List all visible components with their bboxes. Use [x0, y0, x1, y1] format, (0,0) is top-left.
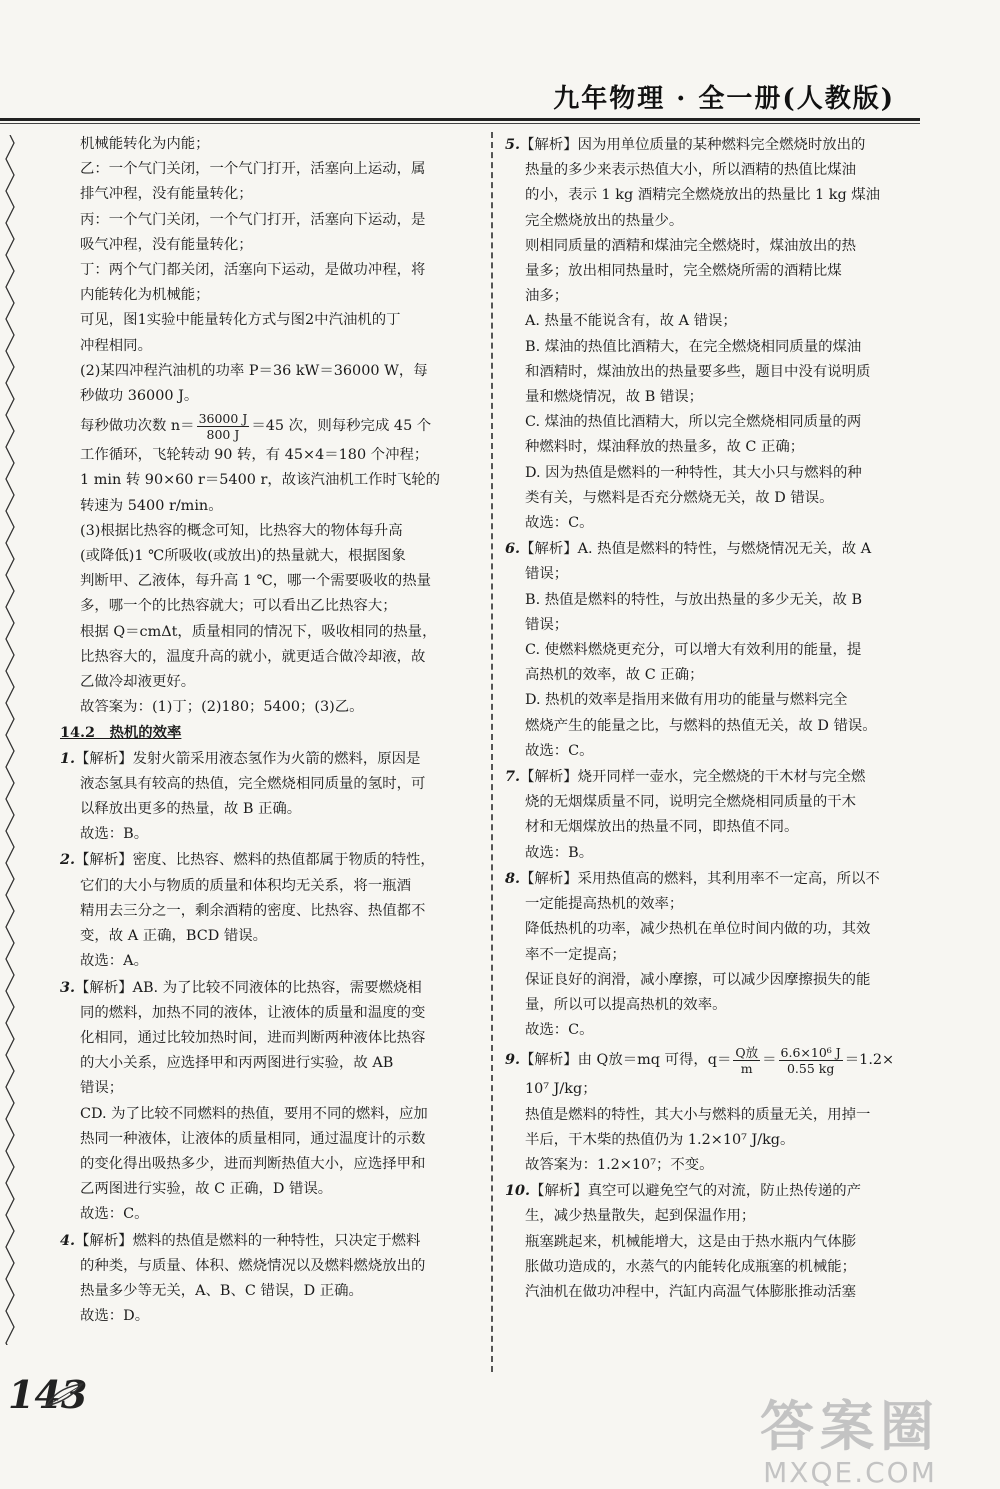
line-text: 率不一定提高；: [525, 946, 626, 963]
line-text: 高热机的效率，故 C 正确；: [525, 667, 704, 684]
text-line: [60, 1177, 470, 1202]
line-text: (或降低)1 ℃所吸收(或放出)的热量就大，根据图象: [80, 548, 406, 565]
answer-item-start: [60, 847, 470, 873]
line-text: 热值是燃料的特性，其大小与燃料的质量无关，用掉一: [525, 1106, 871, 1123]
answer-item-start: [505, 536, 905, 562]
line-text: 它们的大小与物质的质量和体积均无关系，将一瓶酒: [80, 877, 411, 894]
formula-text: 每秒做功次数 n＝: [80, 418, 195, 435]
header-rule: [0, 118, 920, 121]
line-text: 保证良好的润滑，减小摩擦，可以减少因摩擦损失的能: [525, 971, 871, 988]
text-line: [505, 714, 905, 739]
text-line: [60, 283, 470, 308]
text-line: [505, 435, 905, 460]
line-text: D. 热机的效率是指用来做有用功的能量与燃料完全: [525, 692, 848, 709]
text-line: [505, 993, 905, 1018]
text-line: [505, 209, 905, 234]
text-line: [60, 874, 470, 899]
line-text: B. 热值是燃料的特性，与放出热量的多少无关，故 B: [525, 591, 863, 608]
line-text: 故选：C。: [525, 1022, 594, 1039]
text-line: [60, 233, 470, 258]
formula-line: [505, 1043, 905, 1077]
line-text: 乙：一个气门关闭，一个气门打开，活塞向上运动，属: [80, 161, 426, 178]
left-column: [60, 132, 470, 1329]
text-line: [505, 486, 905, 511]
line-text: 则相同质量的酒精和煤油完全燃烧时，煤油放出的热: [525, 237, 856, 254]
line-text: 内能转化为机械能；: [80, 287, 210, 304]
text-line: [505, 943, 905, 968]
question-number: 6.: [505, 540, 521, 558]
text-line: [60, 1051, 470, 1076]
watermark-url: MXQE.COM: [763, 1456, 937, 1489]
line-text: 故答案为：(1)丁；(2)180；5400；(3)乙。: [80, 699, 364, 716]
text-line: [505, 1255, 905, 1280]
line-text: B. 煤油的热值比酒精大，在完全燃烧相同质量的煤油: [525, 338, 862, 355]
question-number: 2.: [60, 851, 76, 869]
answer-item-start: [60, 746, 470, 772]
line-text: 一定能提高热机的效率；: [525, 896, 684, 913]
text-line: [505, 511, 905, 536]
line-text: 故选：D。: [80, 1308, 150, 1325]
line-text: C. 使燃料燃烧更充分，可以增大有效利用的能量，提: [525, 642, 862, 659]
text-line: [505, 688, 905, 713]
text-line: [60, 494, 470, 519]
line-text: 量，所以可以提高热机的效率。: [525, 996, 727, 1013]
line-text: 油多；: [525, 288, 569, 305]
text-line: [60, 468, 470, 493]
line-text: (2)某四冲程汽油机的功率 P＝36 kW＝36000 W，每: [80, 362, 428, 379]
line-text: 种燃料时，煤油释放的热量多，故 C 正确；: [525, 439, 805, 456]
text-line: [60, 1202, 470, 1227]
question-number: 5.: [505, 136, 521, 153]
text-line: [60, 949, 470, 974]
text-line: [505, 841, 905, 866]
formula-text: 【解析】由 Q放＝mq 可得，q＝: [520, 1052, 732, 1069]
fraction-numerator: 6.6×10⁶ J: [780, 1044, 841, 1060]
line-text: 乙做冷却液更好。: [80, 674, 196, 691]
line-text: 故选：B。: [80, 826, 149, 843]
text-line: [505, 613, 905, 638]
line-text: 机械能转化为内能；: [80, 136, 210, 152]
line-text: 和酒精时，煤油放出的热量要多些，题目中没有说明质: [525, 363, 871, 380]
formula-line: [60, 409, 470, 443]
text-line: [505, 259, 905, 284]
line-text: 胀做功造成的，水蒸气的内能转化成瓶塞的机械能；: [525, 1258, 856, 1275]
fraction-denominator: 800 J: [206, 426, 240, 442]
text-line: [60, 670, 470, 695]
line-text: 燃烧产生的能量之比，与燃料的热值无关，故 D 错误。: [525, 717, 877, 734]
text-line: [505, 1280, 905, 1305]
line-text: 热量多少等无关，A、B、C 错误，D 正确。: [80, 1282, 363, 1299]
line-text: 液态氢具有较高的热值，完全燃烧相同质量的氢时，可: [80, 775, 426, 792]
fraction-numerator: Q放: [735, 1044, 759, 1060]
line-text: A. 热量不能说含有，故 A 错误；: [525, 313, 737, 330]
text-line: [60, 645, 470, 670]
line-text: 排气冲程，没有能量转化；: [80, 186, 253, 203]
line-text: 的大小关系，应选择甲和丙两图进行实验，故 AB: [80, 1055, 394, 1072]
question-number: 7.: [505, 768, 521, 786]
text-line: [505, 1103, 905, 1128]
line-text: 故选：B。: [525, 844, 594, 861]
line-text: 比热容大的，温度升高的就小，就更适合做冷却液，故: [80, 648, 426, 665]
line-text: 【解析】AB. 为了比较不同液体的比热容，需要燃烧相: [75, 979, 422, 996]
line-text: 半后，干木柴的热值仍为 1.2×10⁷ J/kg。: [525, 1131, 795, 1148]
line-text: 错误；: [80, 1080, 124, 1097]
line-text: 工作循环，飞轮转动 90 转，有 45×4＝180 个冲程；: [80, 447, 429, 464]
text-line: [60, 1001, 470, 1026]
text-line: [505, 1204, 905, 1229]
text-line: [60, 772, 470, 797]
line-text: 10⁷ J/kg；: [525, 1081, 597, 1098]
text-line: [505, 638, 905, 663]
line-text: C. 煤油的热值比酒精大，所以完全燃烧相同质量的两: [525, 414, 862, 431]
header-rule-thin: [0, 123, 920, 124]
line-text: 量和燃烧情况，故 B 错误；: [525, 389, 704, 406]
formula-text: ＝45 次，则每秒完成 45 个: [251, 418, 432, 435]
question-number: 3.: [60, 978, 76, 996]
line-text: 故选：C。: [525, 742, 594, 759]
text-line: [60, 924, 470, 949]
line-text: 【解析】烧开同样一壶水，完全燃烧的干木材与完全燃: [520, 769, 866, 786]
text-line: [505, 739, 905, 764]
answer-item-start: [505, 866, 905, 892]
line-text: 根据 Q＝cmΔt，质量相同的情况下，吸收相同的热量，: [80, 623, 437, 640]
line-text: 错误；: [525, 566, 569, 583]
line-text: 量多；放出相同热量时，完全燃烧所需的酒精比煤: [525, 263, 842, 280]
text-line: [60, 519, 470, 544]
text-line: [505, 335, 905, 360]
text-line: [505, 562, 905, 587]
text-line: [505, 815, 905, 840]
question-number: 1.: [60, 749, 76, 767]
formula-text: ＝1.2×: [844, 1052, 895, 1069]
answer-item-start: [505, 1178, 905, 1204]
line-text: 【解析】发射火箭采用液态氢作为火箭的燃料，原因是: [75, 750, 421, 767]
line-text: 的小，表示 1 kg 酒精完全燃烧放出的热量比 1 kg 煤油: [525, 187, 881, 204]
text-line: [60, 1254, 470, 1279]
line-text: 吸气冲程，没有能量转化；: [80, 236, 253, 253]
right-column: [505, 132, 905, 1305]
text-line: [505, 158, 905, 183]
text-line: [60, 1279, 470, 1304]
text-line: [505, 1230, 905, 1255]
text-line: [60, 334, 470, 359]
line-text: 【解析】密度、比热容、燃料的热值都属于物质的特性，: [75, 852, 435, 869]
text-line: [60, 797, 470, 822]
line-text: 判断甲、乙液体，每升高 1 ℃，哪一个需要吸收的热量: [80, 573, 431, 590]
text-line: [505, 1018, 905, 1043]
line-text: 烧的无烟煤质量不同，说明完全燃烧相同质量的干木: [525, 794, 856, 811]
text-line: [60, 544, 470, 569]
text-line: [60, 695, 470, 720]
line-text: 【解析】燃料的热值是燃料的一种特性，只决定于燃料: [75, 1232, 421, 1249]
text-line: [60, 1304, 470, 1329]
line-text: 【解析】因为用单位质量的某种燃料完全燃烧时放出的: [520, 137, 866, 153]
text-line: [60, 569, 470, 594]
text-line: [60, 359, 470, 384]
text-line: [60, 594, 470, 619]
line-text: 完全燃烧放出的热量少。: [525, 212, 684, 229]
text-line: [505, 1077, 905, 1102]
line-text: 瓶塞跳起来，机械能增大，这是由于热水瓶内气体膨: [525, 1233, 856, 1250]
line-text: 故选：A。: [80, 953, 148, 970]
text-line: [60, 822, 470, 847]
question-number: 9.: [505, 1051, 521, 1069]
text-line: [60, 620, 470, 645]
fraction-numerator: 36000 J: [198, 410, 248, 426]
line-text: (3)根据比热容的概念可知，比热容大的物体每升高: [80, 522, 403, 539]
line-text: 错误；: [525, 616, 569, 633]
text-line: [60, 1026, 470, 1051]
line-text: 故选：C。: [525, 515, 594, 532]
line-text: 热量的多少来表示热值大小，所以酒精的热值比煤油: [525, 162, 856, 179]
text-line: [505, 790, 905, 815]
line-text: 转速为 5400 r/min。: [80, 497, 223, 514]
text-line: [505, 663, 905, 688]
leaf-ornament-icon: [44, 1380, 84, 1410]
zigzag-border-decoration: [4, 135, 16, 1345]
text-line: [60, 308, 470, 333]
line-text: 的变化得出吸热多少，进而判断热值大小，应选择甲和: [80, 1155, 426, 1172]
text-line: [60, 157, 470, 182]
text-line: [505, 892, 905, 917]
text-line: [505, 385, 905, 410]
text-line: [505, 917, 905, 942]
text-line: [60, 899, 470, 924]
formula-text: ＝: [762, 1052, 777, 1069]
column-divider: [491, 132, 493, 1372]
line-text: 汽油机在做功冲程中，汽缸内高温气体膨胀推动活塞: [525, 1283, 856, 1300]
line-text: 同的燃料，加热不同的液体，让液体的质量和温度的变: [80, 1004, 426, 1021]
line-text: 【解析】真空可以避免空气的对流，防止热传递的产: [530, 1183, 862, 1200]
fraction-denominator: 0.55 kg: [786, 1060, 835, 1076]
line-text: 【解析】A. 热值是燃料的特性，与燃烧情况无关，故 A: [520, 541, 872, 558]
section-heading: 14.2 热机的效率: [60, 724, 182, 742]
answer-item-start: [60, 975, 470, 1001]
text-line: [60, 1152, 470, 1177]
line-text: 生，减少热量散失，起到保温作用；: [525, 1208, 756, 1225]
line-text: 丙：一个气门关闭，一个气门打开，活塞向下运动，是: [80, 211, 426, 228]
line-text: 降低热机的功率，减少热机在单位时间内做的功，其效: [525, 921, 871, 938]
text-line: [60, 132, 470, 157]
text-line: [505, 461, 905, 486]
line-text: D. 因为热值是燃料的一种特性，其大小只与燃料的种: [525, 464, 862, 481]
question-number: 4.: [60, 1231, 76, 1249]
answer-item-start: [505, 132, 905, 158]
line-text: 【解析】采用热值高的燃料，其利用率不一定高，所以不: [520, 870, 880, 887]
page-header-title: 九年物理 · 全一册(人教版): [553, 84, 895, 114]
text-line: [505, 410, 905, 435]
watermark-logo-text: 答案圈: [760, 1395, 940, 1458]
text-line: [60, 1127, 470, 1152]
line-text: 1 min 转 90×60 r＝5400 r，故该汽油机工作时飞轮的: [80, 472, 441, 489]
line-text: 乙两图进行实验，故 C 正确，D 错误。: [80, 1181, 333, 1198]
text-line: [505, 360, 905, 385]
question-number: 8.: [505, 869, 521, 887]
line-text: 故选：C。: [80, 1206, 149, 1223]
line-text: 故答案为：1.2×10⁷；不变。: [525, 1156, 714, 1173]
answer-item-start: [505, 764, 905, 790]
text-line: [505, 284, 905, 309]
line-text: 类有关，与燃料是否充分燃烧无关，故 D 错误。: [525, 489, 834, 506]
fraction-denominator: m: [740, 1060, 753, 1076]
line-text: 多，哪一个的比热容就大；可以看出乙比热容大；: [80, 598, 397, 615]
line-text: 材和无烟煤放出的热量不同，即热值不同。: [525, 819, 799, 836]
fraction: [733, 1045, 760, 1076]
text-line: [60, 384, 470, 409]
line-text: 可见，图1实验中能量转化方式与图2中汽油机的丁: [80, 312, 401, 329]
text-line: [505, 234, 905, 259]
line-text: 化相同，通过比较加热时间，进而判断两种液体比热容: [80, 1029, 426, 1046]
text-line: [505, 1153, 905, 1178]
text-line: [60, 443, 470, 468]
line-text: 精用去三分之一，剩余酒精的密度、比热容、热值都不: [80, 902, 426, 919]
text-line: [505, 309, 905, 334]
text-line: [505, 1128, 905, 1153]
text-line: [60, 1076, 470, 1101]
line-text: 秒做功 36000 J。: [80, 388, 199, 405]
line-text: CD. 为了比较不同燃料的热值，要用不同的燃料，应加: [80, 1105, 428, 1122]
watermark: [700, 1395, 1000, 1489]
line-text: 冲程相同。: [80, 337, 152, 354]
text-line: [60, 208, 470, 233]
line-text: 的种类，与质量、体积、燃烧情况以及燃料燃烧放出的: [80, 1257, 426, 1274]
text-line: [60, 1102, 470, 1127]
line-text: 热同一种液体，让液体的质量相同，通过温度计的示数: [80, 1130, 426, 1147]
fraction: [779, 1045, 843, 1076]
line-text: 以释放出更多的热量，故 B 正确。: [80, 801, 302, 818]
answer-item-start: [60, 1228, 470, 1254]
question-number: 10.: [505, 1182, 531, 1200]
text-line: [505, 588, 905, 613]
fraction: [197, 411, 250, 442]
line-text: 变，故 A 正确，BCD 错误。: [80, 928, 268, 945]
page-number: 143: [8, 1372, 88, 1417]
text-line: [505, 183, 905, 208]
text-line: [60, 182, 470, 207]
text-line: [60, 258, 470, 283]
line-text: 丁：两个气门都关闭，活塞向下运动，是做功冲程，将: [80, 262, 426, 279]
text-line: [505, 968, 905, 993]
